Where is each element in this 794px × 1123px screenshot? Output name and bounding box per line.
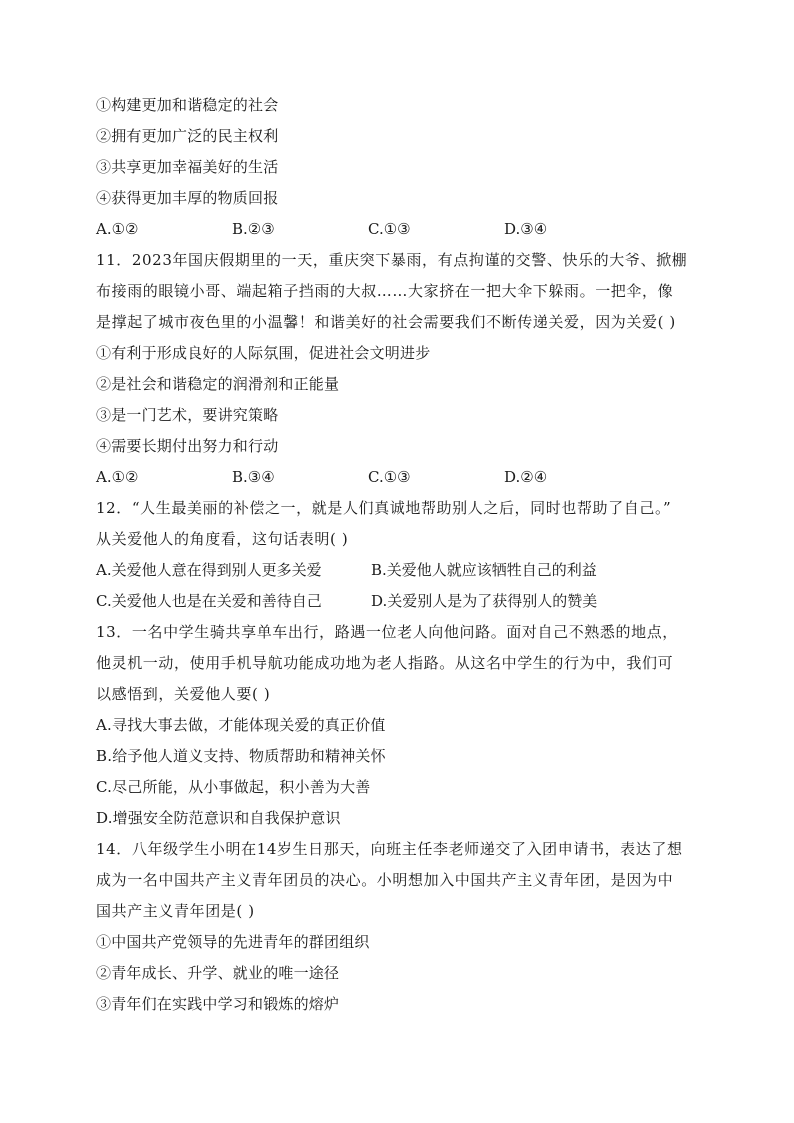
- q10-choice-b: B.②③: [232, 220, 275, 238]
- question-10: [96, 90, 706, 245]
- q10-choice-a: A.①②: [96, 220, 139, 238]
- q10-choices: [96, 214, 706, 245]
- q11-item-2: ②是社会和谐稳定的润滑剂和正能量: [96, 375, 340, 393]
- q11-choice-d: D.②④: [504, 468, 548, 486]
- question-13: [96, 617, 706, 834]
- q11-stem-line-1: 11．2023年国庆假期里的一天，重庆突下暴雨，有点拘谨的交警、快乐的大爷、掀棚: [96, 251, 688, 269]
- q14-item-2: ②青年成长、升学、就业的唯一途径: [96, 964, 340, 982]
- q11-item-1: ①有利于形成良好的人际氛围，促进社会文明进步: [96, 344, 431, 362]
- q10-item-3: ③共享更加幸福美好的生活: [96, 158, 279, 176]
- q14-item-1: ①中国共产党领导的先进青年的群团组织: [96, 933, 370, 951]
- q11-choices: [96, 462, 706, 493]
- q13-stem-line-1: 13．一名中学生骑共享单车出行，路遇一位老人向他问路。面对自己不熟悉的地点，: [96, 623, 678, 641]
- q12-stem-line-2: 从关爱他人的角度看，这句话表明( ): [96, 530, 349, 548]
- q10-item-2: ②拥有更加广泛的民主权利: [96, 127, 279, 145]
- q11-choice-c: C.①③: [368, 468, 411, 486]
- q12-choice-d: D.关爱别人是为了获得别人的赞美: [371, 592, 598, 610]
- q11-item-4: ④需要长期付出努力和行动: [96, 437, 279, 455]
- q11-choice-b: B.③④: [232, 468, 275, 486]
- q10-item-1: ①构建更加和谐稳定的社会: [96, 96, 279, 114]
- question-11: [96, 245, 706, 493]
- q12-choice-c: C.关爱他人也是在关爱和善待自己: [96, 592, 322, 610]
- q11-stem-line-3: 是撑起了城市夜色里的小温馨！和谐美好的社会需要我们不断传递关爱，因为关爱( ): [96, 313, 676, 331]
- q12-choices-row-2: [96, 586, 706, 617]
- q12-stem-line-1: 12．“人生最美丽的补偿之一，就是人们真诚地帮助别人之后，同时也帮助了自己。”: [96, 499, 672, 517]
- q11-choice-a: A.①②: [96, 468, 139, 486]
- q11-stem-line-2: 布接雨的眼镜小哥、端起箱子挡雨的大叔……大家挤在一把大伞下躲雨。一把伞，像: [96, 282, 674, 300]
- q10-choice-d: D.③④: [504, 220, 548, 238]
- q11-item-3: ③是一门艺术，要讲究策略: [96, 406, 279, 424]
- q13-choice-b: B.给予他人道义支持、物质帮助和精神关怀: [96, 747, 386, 765]
- q13-choice-c: C.尽己所能，从小事做起，积小善为大善: [96, 778, 371, 796]
- q14-stem-line-2: 成为一名中国共产主义青年团员的决心。小明想加入中国共产主义青年团，是因为中: [96, 871, 674, 889]
- q13-choice-d: D.增强安全防范意识和自我保护意识: [96, 809, 341, 827]
- q10-item-4: ④获得更加丰厚的物质回报: [96, 189, 279, 207]
- q14-item-3: ③青年们在实践中学习和锻炼的熔炉: [96, 995, 340, 1013]
- q14-stem-line-3: 国共产主义青年团是( ): [96, 902, 255, 920]
- exam-page: [96, 90, 706, 1020]
- q14-stem-line-1: 14．八年级学生小明在14岁生日那天，向班主任李老师递交了入团申请书，表达了想: [96, 840, 683, 858]
- q13-choice-a: A.寻找大事去做，才能体现关爱的真正价值: [96, 716, 386, 734]
- q12-choices-row-1: [96, 555, 706, 586]
- question-12: [96, 493, 706, 617]
- q10-choice-c: C.①③: [368, 220, 411, 238]
- q12-choice-a: A.关爱他人意在得到别人更多关爱: [96, 561, 322, 579]
- q12-choice-b: B.关爱他人就应该牺牲自己的利益: [371, 561, 597, 579]
- question-14: [96, 834, 706, 1020]
- q13-stem-line-2: 他灵机一动，使用手机导航功能成功地为老人指路。从这名中学生的行为中，我们可: [96, 654, 674, 672]
- q13-stem-line-3: 以感悟到，关爱他人要( ): [96, 685, 271, 703]
